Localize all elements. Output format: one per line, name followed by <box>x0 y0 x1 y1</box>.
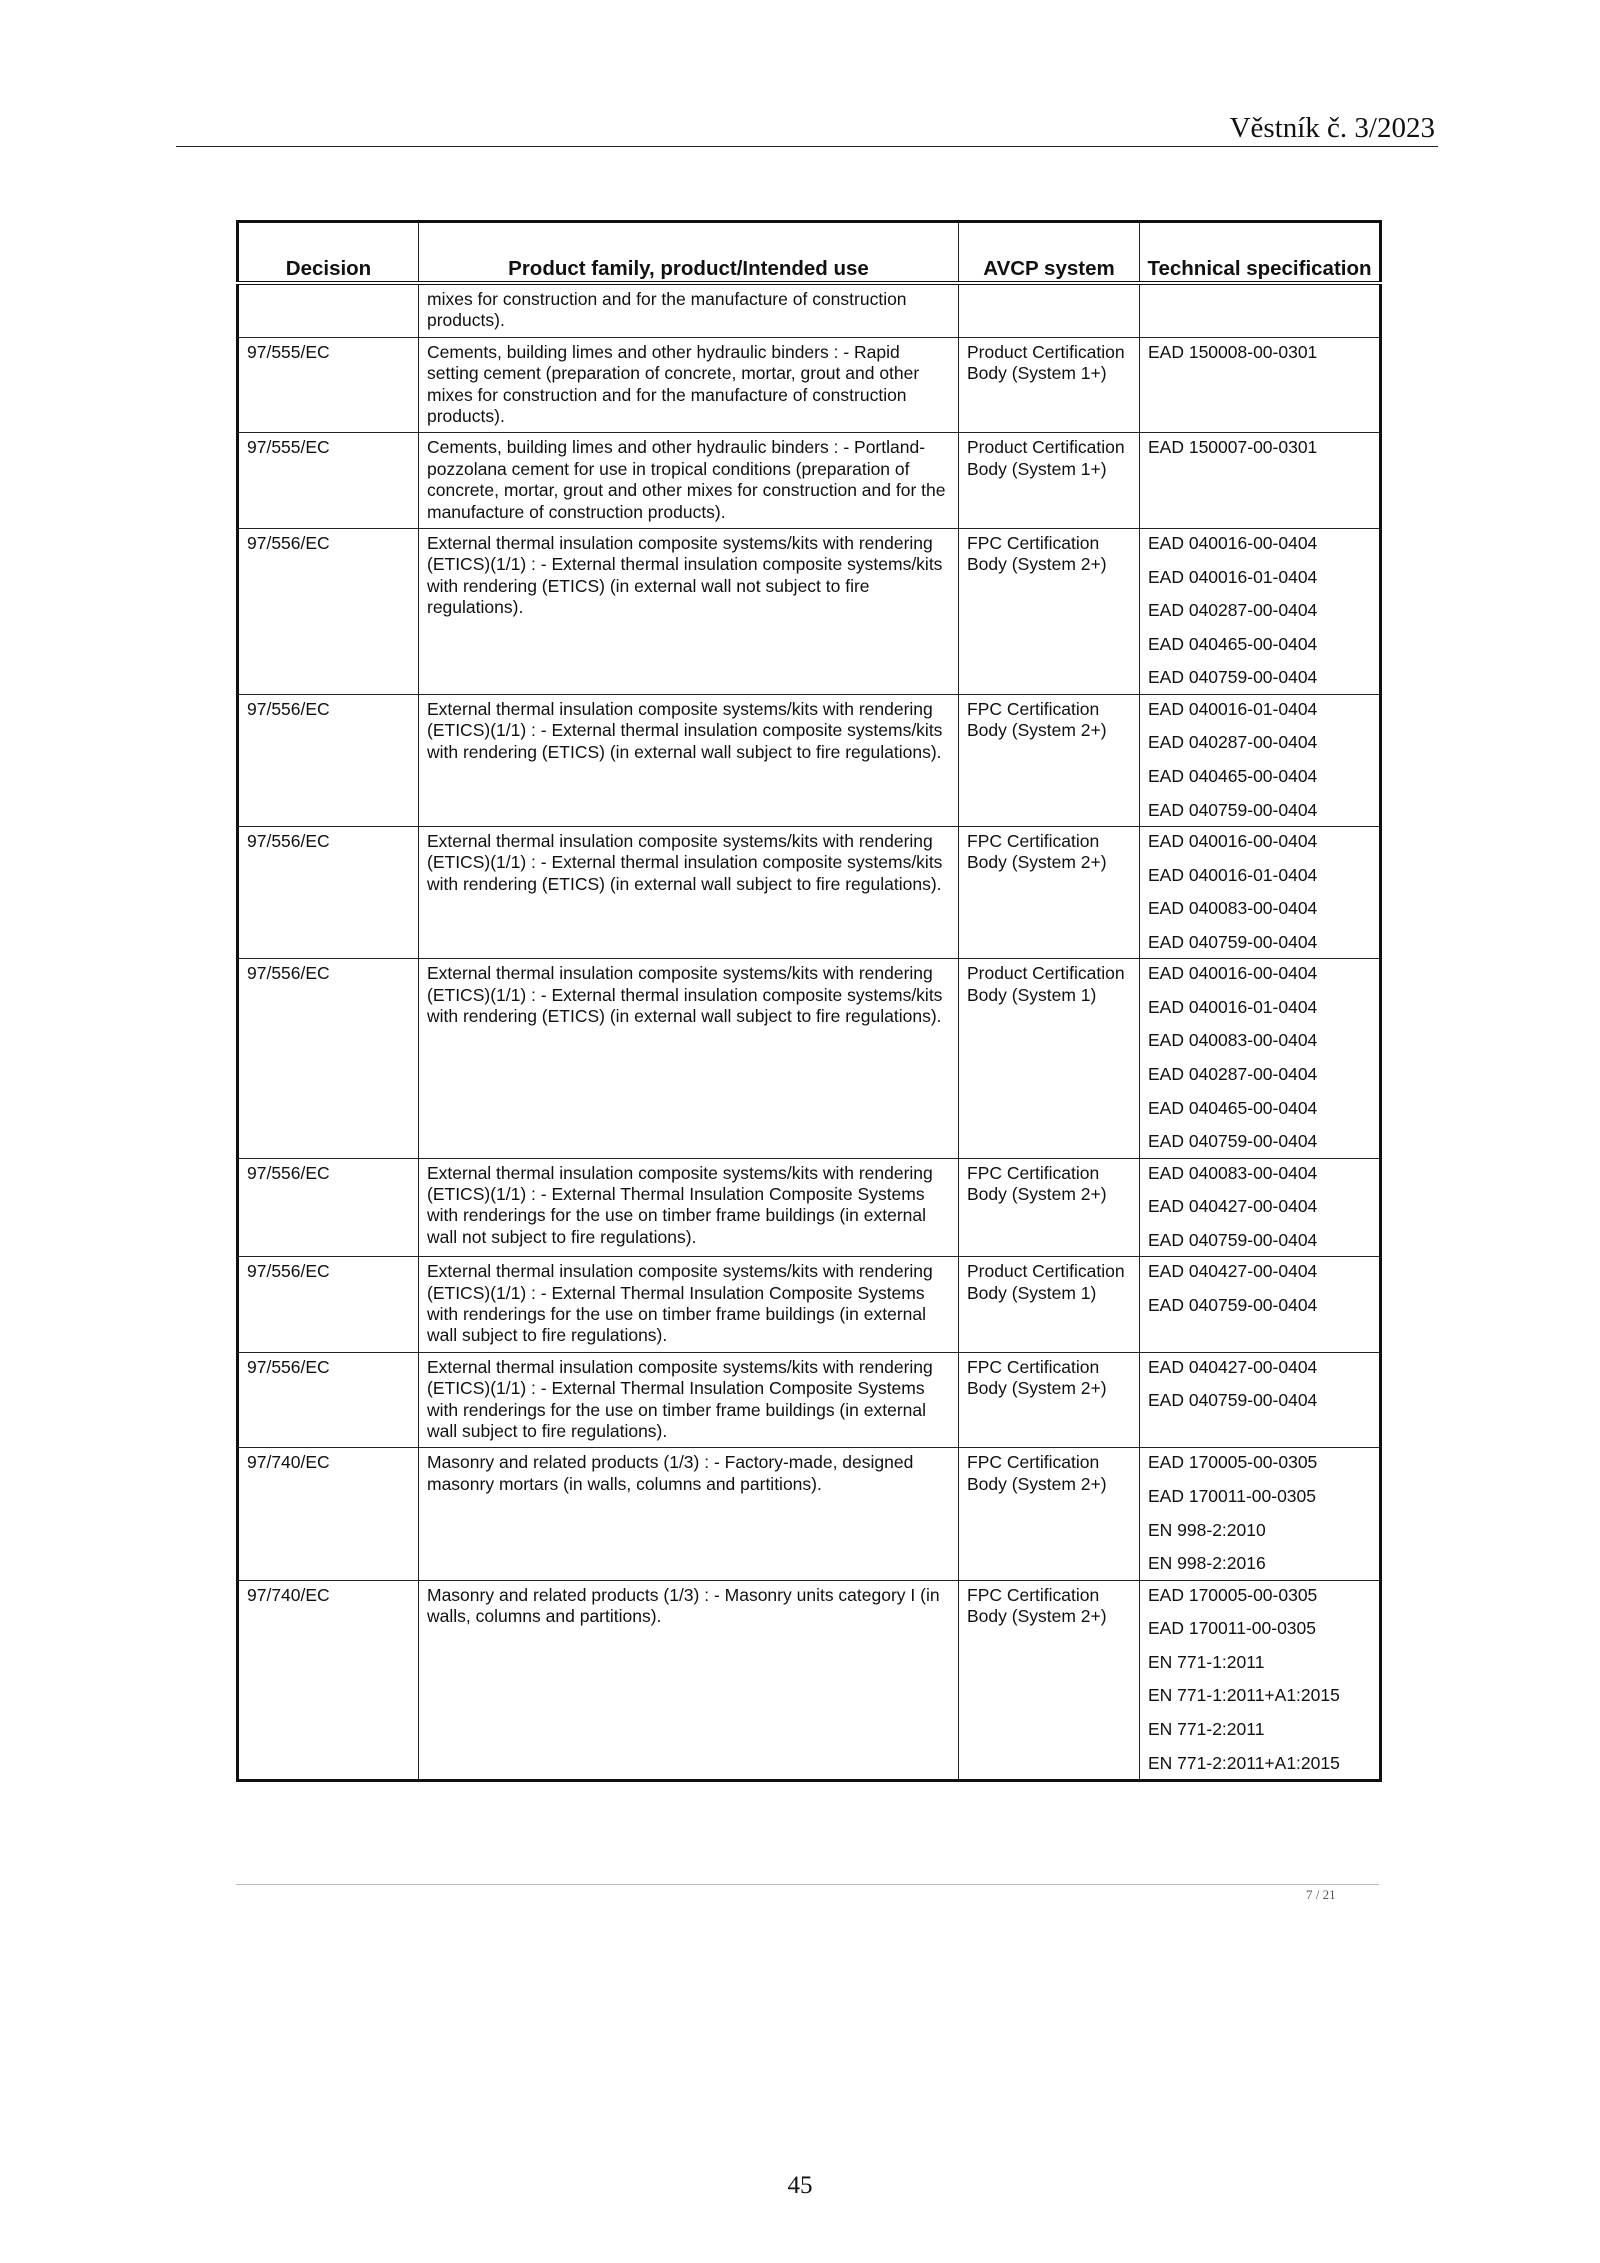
avcp-cell: FPC Certification Body (System 2+) <box>959 827 1140 959</box>
specification-entry: EAD 040016-00-0404 <box>1148 963 1318 984</box>
decision-cell: 97/555/EC <box>238 433 419 529</box>
specification-entry: EAD 040465-00-0404 <box>1148 766 1318 787</box>
specification-cell <box>1140 694 1381 826</box>
specification-entry: EAD 040287-00-0404 <box>1148 600 1318 621</box>
specification-entry: EAD 040016-01-0404 <box>1148 996 1318 1017</box>
decision-cell: 97/740/EC <box>238 1580 419 1780</box>
avcp-cell: FPC Certification Body (System 2+) <box>959 1580 1140 1780</box>
specification-entry: EN 771-1:2011 <box>1148 1651 1265 1672</box>
table-row <box>238 959 1381 1158</box>
table-body <box>238 283 1381 1781</box>
specification-entry: EN 771-1:2011+A1:2015 <box>1148 1685 1340 1706</box>
specification-entry: EAD 040759-00-0404 <box>1148 1390 1318 1411</box>
product-cell: External thermal insulation composite systems/kits with rendering (ETICS)(1/1) : - External Thermal Insulation Composite Systems with renderings for the use on timber frame buildings (in external wall subject to fire regulations). <box>419 1257 959 1353</box>
avcp-cell: Product Certification Body (System 1+) <box>959 337 1140 433</box>
decision-cell: 97/556/EC <box>238 959 419 1158</box>
decision-cell: 97/556/EC <box>238 1257 419 1353</box>
product-cell: External thermal insulation composite systems/kits with rendering (ETICS)(1/1) : - External thermal insulation composite systems/kits with rendering (ETICS) (in external wall not subject to fire regulations). <box>419 529 959 695</box>
specification-entry: EN 998-2:2016 <box>1148 1553 1266 1574</box>
specification-entry: EAD 040759-00-0404 <box>1148 799 1318 820</box>
decision-cell: 97/555/EC <box>238 337 419 433</box>
product-cell: Cements, building limes and other hydraulic binders : - Portland-pozzolana cement for use in tropical conditions (preparation of concrete, mortar, grout and other mixes for construction and for the manufacture of construction products). <box>419 433 959 529</box>
column-header-specification: Technical specification <box>1140 222 1381 284</box>
avcp-cell: Product Certification Body (System 1) <box>959 959 1140 1158</box>
product-cell: External thermal insulation composite systems/kits with rendering (ETICS)(1/1) : - External Thermal Insulation Composite Systems with renderings for the use on timber frame buildings (in external wall not subject to fire regulations). <box>419 1158 959 1257</box>
avcp-cell: FPC Certification Body (System 2+) <box>959 1158 1140 1257</box>
specification-entry: EAD 040427-00-0404 <box>1148 1196 1318 1217</box>
decision-cell: 97/556/EC <box>238 529 419 695</box>
table-row <box>238 433 1381 529</box>
decision-cell: 97/556/EC <box>238 827 419 959</box>
specification-entry: EAD 040083-00-0404 <box>1148 1162 1318 1183</box>
specification-entry: EAD 040427-00-0404 <box>1148 1261 1318 1282</box>
product-cell: External thermal insulation composite systems/kits with rendering (ETICS)(1/1) : - External thermal insulation composite systems/kits with rendering (ETICS) (in external wall subject to fire regulations). <box>419 827 959 959</box>
table-row <box>238 1448 1381 1580</box>
avcp-cell <box>959 283 1140 337</box>
specification-entry: EAD 040759-00-0404 <box>1148 931 1318 952</box>
specification-entry: EAD 040465-00-0404 <box>1148 633 1318 654</box>
specification-entry: EN 771-2:2011 <box>1148 1719 1265 1739</box>
table-row <box>238 1352 1381 1448</box>
specification-entry: EAD 170011-00-0305 <box>1148 1618 1316 1639</box>
product-cell: mixes for construction and for the manufacture of construction products). <box>419 283 959 337</box>
product-cell: External thermal insulation composite systems/kits with rendering (ETICS)(1/1) : - External thermal insulation composite systems/kits with rendering (ETICS) (in external wall subject to fire regulations). <box>419 694 959 826</box>
page-number: 45 <box>787 2172 813 2199</box>
specification-table <box>236 220 1382 1782</box>
footer-divider <box>236 1884 1379 1885</box>
avcp-cell: Product Certification Body (System 1) <box>959 1257 1140 1353</box>
header-divider <box>176 146 1438 147</box>
specification-entry: EAD 040287-00-0404 <box>1148 1064 1318 1084</box>
specification-entry: EAD 040016-01-0404 <box>1148 698 1318 719</box>
column-header-avcp: AVCP system <box>959 222 1140 284</box>
table-row <box>238 283 1381 337</box>
page-of-indicator: 7 / 21 <box>1306 1887 1336 1902</box>
avcp-cell: FPC Certification Body (System 2+) <box>959 694 1140 826</box>
product-cell: Cements, building limes and other hydraulic binders : - Rapid setting cement (preparation of concrete, mortar, grout and other mixes for construction and for the manufacture of construction products). <box>419 337 959 433</box>
specification-cell <box>1140 433 1381 529</box>
decision-cell: 97/740/EC <box>238 1448 419 1580</box>
specification-cell <box>1140 1580 1381 1780</box>
specification-entry: EAD 170005-00-0305 <box>1148 1452 1318 1473</box>
specification-cell <box>1140 959 1381 1158</box>
avcp-cell: FPC Certification Body (System 2+) <box>959 1448 1140 1580</box>
avcp-cell: FPC Certification Body (System 2+) <box>959 1352 1140 1448</box>
specification-entry: EAD 040465-00-0404 <box>1148 1097 1318 1118</box>
specification-entry: EAD 150007-00-0301 <box>1148 437 1318 458</box>
specification-entry: EAD 170011-00-0305 <box>1148 1486 1316 1507</box>
specification-entry: EAD 040759-00-0404 <box>1148 1131 1318 1152</box>
specification-entry: EAD 040759-00-0404 <box>1148 1294 1318 1315</box>
specification-entry: EAD 040759-00-0404 <box>1148 1229 1318 1250</box>
specification-cell <box>1140 1352 1381 1448</box>
decision-cell <box>238 283 419 337</box>
specification-cell <box>1140 283 1381 337</box>
journal-title: Věstník č. 3/2023 <box>1229 112 1435 144</box>
table-row <box>238 529 1381 695</box>
specification-entry: EAD 040016-00-0404 <box>1148 533 1318 554</box>
table-row <box>238 1257 1381 1353</box>
specification-entry: EAD 040083-00-0404 <box>1148 898 1318 919</box>
specification-cell <box>1140 1257 1381 1353</box>
specification-cell <box>1140 1448 1381 1580</box>
decision-cell: 97/556/EC <box>238 694 419 826</box>
specification-entry: EAD 040427-00-0404 <box>1148 1356 1318 1377</box>
specification-cell <box>1140 337 1381 433</box>
avcp-cell: FPC Certification Body (System 2+) <box>959 529 1140 695</box>
specification-entry: EN 771-2:2011+A1:2015 <box>1148 1752 1340 1773</box>
table-row <box>238 1158 1381 1257</box>
product-cell: External thermal insulation composite systems/kits with rendering (ETICS)(1/1) : - External Thermal Insulation Composite Systems with renderings for the use on timber frame buildings (in external wall subject to fire regulations). <box>419 1352 959 1448</box>
column-header-decision: Decision <box>238 222 419 284</box>
product-cell: External thermal insulation composite systems/kits with rendering (ETICS)(1/1) : - External thermal insulation composite systems/kits with rendering (ETICS) (in external wall subject to fire regulations). <box>419 959 959 1158</box>
decision-cell: 97/556/EC <box>238 1352 419 1448</box>
decision-cell: 97/556/EC <box>238 1158 419 1257</box>
product-cell: Masonry and related products (1/3) : - Masonry units category I (in walls, columns and partitions). <box>419 1580 959 1780</box>
specification-entry: EAD 040016-01-0404 <box>1148 566 1318 587</box>
specification-entry: EAD 170005-00-0305 <box>1148 1584 1318 1605</box>
avcp-cell: Product Certification Body (System 1+) <box>959 433 1140 529</box>
column-header-product: Product family, product/Intended use <box>419 222 959 284</box>
specification-entry: EAD 040016-00-0404 <box>1148 831 1318 852</box>
table-header-row <box>238 222 1381 284</box>
specification-entry: EAD 040287-00-0404 <box>1148 732 1318 753</box>
product-cell: Masonry and related products (1/3) : - Factory-made, designed masonry mortars (in walls, columns and partitions). <box>419 1448 959 1580</box>
table-row <box>238 1580 1381 1780</box>
specification-entry: EN 998-2:2010 <box>1148 1519 1266 1540</box>
table-row <box>238 827 1381 959</box>
specification-cell <box>1140 529 1381 695</box>
specification-cell <box>1140 1158 1381 1257</box>
table-row <box>238 694 1381 826</box>
specification-entry: EAD 040759-00-0404 <box>1148 667 1318 688</box>
table-row <box>238 337 1381 433</box>
specification-entry: EAD 040016-01-0404 <box>1148 864 1318 885</box>
specification-cell <box>1140 827 1381 959</box>
specification-entry: EAD 150008-00-0301 <box>1148 341 1318 362</box>
specification-entry: EAD 040083-00-0404 <box>1148 1030 1318 1051</box>
